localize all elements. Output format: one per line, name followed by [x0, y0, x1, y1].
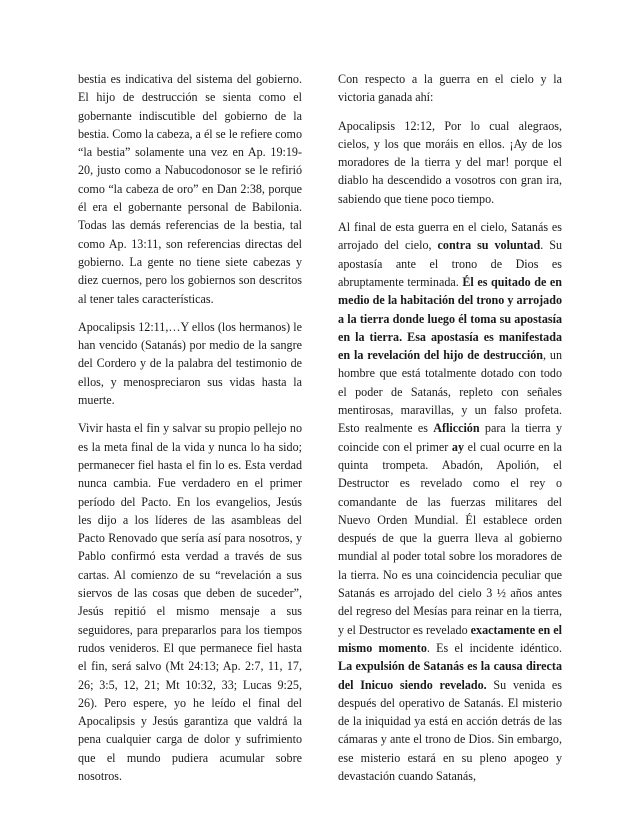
bold-text-run: Aflicción: [433, 421, 480, 436]
paragraph-satanas-arrojado: [338, 218, 562, 785]
paragraph-bestia-gobierno: bestia es indicativa del sistema del gobierno. El hijo de destrucción se sienta como el gobernante indiscutible del gobierno de la bestia. Como la cabeza, a él se le refiere como “la bestia” solamente una vez en Ap. 19:19-20, justo como a Nabucodonosor se le refirió como “la cabeza de oro” en Dan 2:38, porque él era el gobernante personal de Babilonia. Todas las demás referencias de la bestia, tal como Ap. 13:11, son referencias directas del gobierno. La gente no tiene siete cabezas y diez cuernos, pero los gobiernos son descritos al tener tales características.: [78, 72, 302, 306]
paragraph-vivir-hasta-el-fin: Vivir hasta el fin y salvar su propio pellejo no es la meta final de la vida y nunca lo ha sido; permanecer fiel hasta el fin lo es. Esta verdad nunca cambia. Fue verdadero en el primer período del Pacto. En los evangelios, Jesús les dijo a los líderes de las asambleas del Pacto Renovado que sería así para nosotros, y Pablo confirmó esta verdad a través de sus cartas. Al comienzo de su “revelación a sus siervos de las cosas que deben de suceder”, Jesús repitió el mismo mensaje a sus seguidores, para prepararlos para los tiempos rudos venideros. El que permanece fiel hasta el fin, será salvo (Mt 24:13; Ap. 2:7, 11, 17, 26; 3:5, 12, 21; Mt 10:32, 33; Lucas 9:25, 26). Pero espere, yo he leído el final del Apocalipsis y Jesús garantiza que valdrá la pena cualquier carga de dolor y sufrimiento que el mundo pudiera acumular sobre nosotros.: [78, 421, 302, 783]
paragraph-apocalipsis-12-12: Apocalipsis 12:12, Por lo cual alegraos, cielos, y los que moráis en ellos. ¡Ay de los moradores de la tierra y del mar! porque el diablo ha descendido a vosotros con gran ira, sabiendo que tiene poco tiempo.: [338, 118, 562, 206]
right-column: [338, 70, 562, 795]
left-column: [78, 70, 302, 795]
text-run: . Su apostasía ante el trono de Dios es abruptamente terminada.: [338, 238, 562, 289]
bold-text-run: contra su voluntad: [437, 238, 541, 253]
text-run: , un hombre que está totalmente dotado con todo el poder de Satanás, repleto con señales mentirosas, maravillas, y un falso profeta. Esto realmente es: [338, 348, 562, 436]
bold-text-run: exactamente en el mismo momento: [338, 622, 562, 655]
bold-text-run: ay: [451, 439, 464, 454]
text-run: Su venida es después del operativo de Satanás. El misterio de la iniquidad ya está en acción detrás de las cámaras y ante el trono de Dios. Sin embargo, ese misterio estará en su pleno apogeo y devastación cuando Satanás,: [338, 677, 562, 783]
bold-text-run: Él es quitado de en medio de la habitación del trono y arrojado a la tierra donde luego él toma su apostasía en la tierra. Esa apostasía es manifestada en la revelación del hijo de destrucción: [338, 274, 562, 363]
paragraph-apocalipsis-12-11: Apocalipsis 12:11,…Y ellos (los hermanos) le han vencido (Satanás) por medio de la sangre del Cordero y de la palabra del testimonio de ellos, y menospreciaron sus vidas hasta la muerte.: [78, 319, 302, 408]
bold-text-run: La expulsión de Satanás es la causa directa del Inicuo siendo revelado.: [338, 659, 562, 692]
paragraph-guerra-en-el-cielo: Con respecto a la guerra en el cielo y la victoria ganada ahí:: [338, 72, 562, 105]
text-run: . Es el incidente idéntico.: [426, 640, 562, 655]
text-run: para la tierra y coincide con el primer: [338, 421, 562, 454]
text-run: Al final de esta guerra en el cielo, Satanás es arrojado del cielo,: [338, 220, 562, 253]
text-run: el cual ocurre en la quinta trompeta. Abadón, Apolión, el Destructor es revelado como el rey o comandante de las fuerzas militares del Nuevo Orden Mundial. Él establece orden después de que la guerra lleva al gobierno mundial al poder total sobre los moradores de la tierra. No es una coincidencia peculiar que Satanás es arrojado del cielo 3 ½ años antes del regreso del Mesías para reinar en la tierra, y el Destructor es revelado: [338, 439, 563, 637]
